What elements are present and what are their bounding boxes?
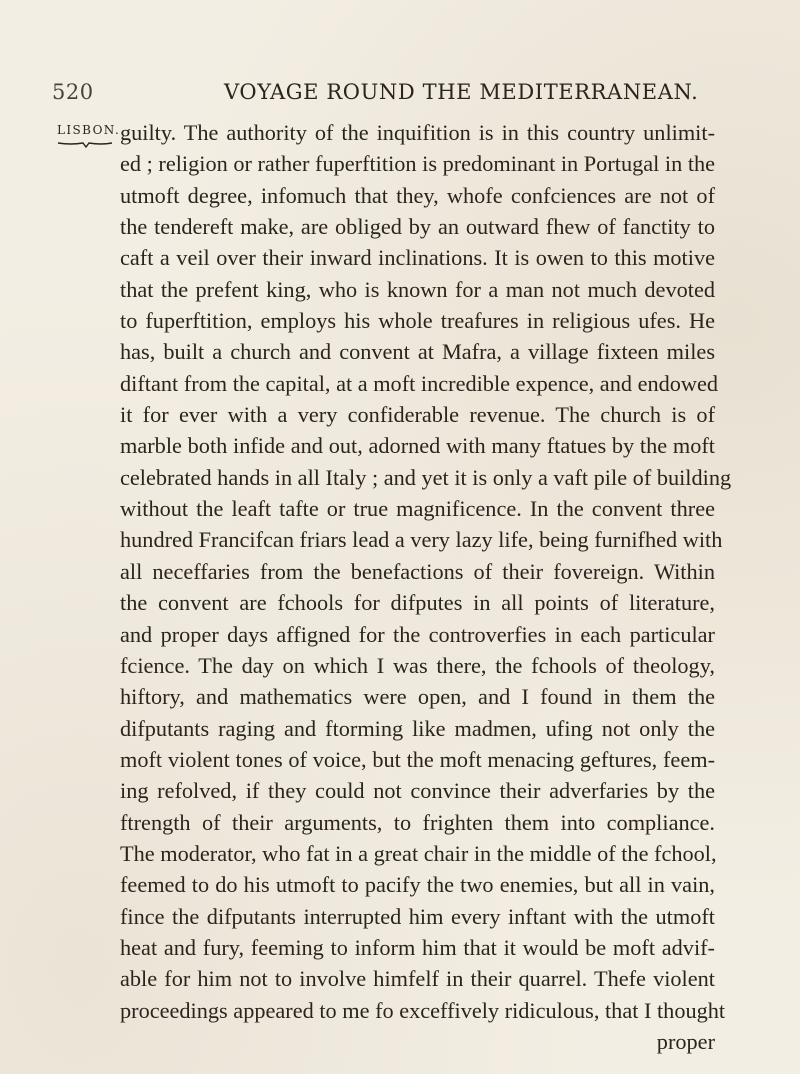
margin-brace-ornament [57, 140, 113, 148]
text-line: proceedings appeared to me fo exceffively ridiculous, that I thought [120, 997, 726, 1023]
text-line: and proper days affigned for the controverfies in each particular [120, 621, 715, 647]
text-line: heat and fury, feeming to inform him that it would be moft advif- [120, 934, 715, 960]
text-line: the convent are fchools for difputes in all points of literature, [120, 590, 715, 616]
page-header [0, 80, 800, 120]
text-line: hiftory, and mathematics were open, and I found in them the [120, 684, 715, 710]
text-line: guilty. The authority of the inquifition is in this country unlimit- [120, 120, 715, 145]
margin-note: LISBON. [57, 123, 121, 137]
text-line: it for ever with a very confiderable revenue. The church is of [120, 402, 715, 428]
catchword: proper [656, 1028, 715, 1054]
text-line: to fuperftition, employs his whole treafures in religious ufes. He [120, 308, 715, 334]
text-line: utmoft degree, infomuch that they, whofe confciences are not of [120, 182, 715, 208]
text-line: ing refolved, if they could not convince their adverfaries by the [120, 778, 715, 804]
text-line: hundred Francifcan friars lead a very lazy life, being furnifhed with [120, 527, 723, 553]
text-line: the tendereft make, are obliged by an outward fhew of fanctity to [120, 214, 715, 240]
text-line: The moderator, who fat in a great chair in the middle of the fchool, [120, 840, 717, 866]
text-line: fince the difputants interrupted him every inftant with the utmoft [120, 903, 715, 929]
text-line: feemed to do his utmoft to pacify the two enemies, but all in vain, [120, 872, 715, 898]
text-line: moft violent tones of voice, but the moft menacing geftures, feem- [120, 746, 715, 772]
text-line: ftrength of their arguments, to frighten them into compliance. [120, 809, 715, 835]
text-line: all neceffaries from the benefactions of their fovereign. Within [120, 558, 715, 584]
text-line: without the leaft tafte or true magnificence. In the convent three [120, 496, 715, 522]
text-line: fcience. The day on which I was there, the fchools of theology, [120, 652, 715, 678]
running-title: VOYAGE ROUND THE MEDITERRANEAN. [224, 80, 699, 104]
text-line: that the prefent king, who is known for a man not much devoted [120, 276, 715, 302]
text-line: difputants raging and ftorming like madmen, ufing not only the [120, 715, 715, 741]
text-line: diftant from the capital, at a moft incredible expence, and endowed [120, 370, 719, 396]
page-number: 520 [52, 80, 94, 104]
text-line: celebrated hands in all Italy ; and yet it is only a vaft pile of building [120, 464, 732, 490]
text-line: has, built a church and convent at Mafra, a village fixteen miles [120, 339, 715, 365]
text-line: caft a veil over their inward inclinations. It is owen to this motive [120, 245, 715, 271]
body-text [120, 117, 732, 1057]
text-line: marble both infide and out, adorned with many ftatues by the moft [120, 433, 715, 459]
text-line: able for him not to involve himfelf in their quarrel. Thefe violent [120, 966, 715, 992]
text-line: ed ; religion or rather fuperftition is predominant in Portugal in the [120, 151, 716, 177]
